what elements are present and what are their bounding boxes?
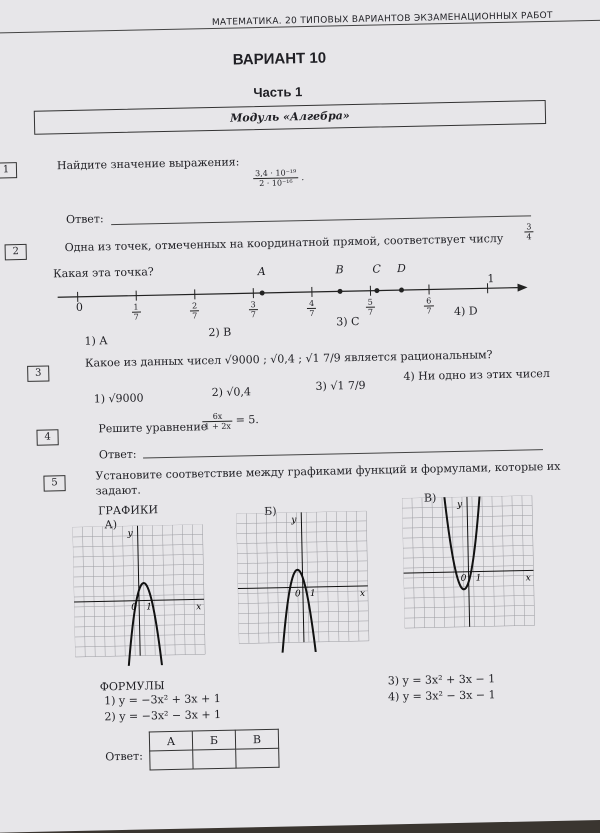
number-line-point	[374, 288, 379, 293]
number-line-point	[337, 289, 342, 294]
q4-fraction	[202, 412, 233, 432]
q2-option-2[interactable]: 2) B	[208, 326, 231, 339]
q5-answer-label: Ответ:	[105, 750, 143, 764]
q4-answer-field[interactable]	[143, 437, 543, 458]
grid-line	[256, 513, 259, 643]
grid-line	[306, 512, 309, 642]
graph-b	[236, 511, 379, 654]
graphs-title: ГРАФИКИ	[98, 503, 158, 517]
grid-line	[412, 498, 415, 628]
q1-answer-field[interactable]	[111, 203, 531, 225]
grid-line	[112, 526, 115, 656]
number-line-fraction-label: $\frac{5}{7}$	[366, 297, 376, 317]
module-title: Модуль «Алгебра»	[34, 100, 546, 135]
grid-line	[246, 513, 249, 643]
answer-header-c: В	[235, 729, 278, 749]
grid-line	[142, 526, 145, 656]
q2-option-3[interactable]: 3) C	[336, 315, 359, 328]
axis-one-label: 1	[310, 589, 316, 599]
grid-line	[432, 497, 435, 627]
question-5-text: Установите соответствие между графиками функций и формулами, которые их задают.	[95, 459, 566, 499]
question-4-number: 4	[36, 429, 58, 445]
axis-zero-label: 0	[131, 603, 137, 613]
grid-line	[82, 527, 85, 657]
axis-zero-label: 0	[295, 589, 301, 599]
grid-line	[172, 525, 175, 655]
number-line-point-label: D	[397, 262, 406, 275]
number-line-point	[260, 290, 265, 295]
number-line	[47, 263, 538, 333]
grid-line	[276, 513, 279, 643]
graph-a-label: А)	[104, 518, 117, 531]
q5-answer-table	[149, 729, 280, 771]
q4-denominator: 1 + 2x	[202, 422, 233, 432]
grid-line	[402, 498, 405, 628]
grid-line	[532, 495, 535, 625]
number-line-fraction-label: $\frac{4}{7}$	[307, 298, 317, 318]
formula-2: 2) y = −3x² − 3x + 1	[104, 708, 221, 723]
grid-line	[522, 496, 525, 626]
number-line-fraction-label: $\frac{1}{7}$	[131, 302, 141, 322]
axis-x-label: x	[196, 602, 201, 612]
number-line-arrow	[517, 283, 527, 291]
q4-numerator: 6x	[202, 412, 233, 423]
grid-line	[92, 527, 95, 657]
number-line-fraction-label: $\frac{6}{7}$	[424, 295, 434, 315]
q1-numerator: 3,4 · 10⁻¹⁹	[253, 168, 298, 179]
graph-a	[72, 524, 215, 667]
answer-header-b: Б	[192, 730, 235, 750]
grid-line	[316, 512, 319, 642]
question-3-text: Какое из данных чисел √9000 ; √0,4 ; √1 7/9 является рациональным?	[85, 348, 493, 370]
axis-zero-label: 0	[461, 574, 467, 584]
grid-line	[326, 512, 329, 642]
axis-y-label: y	[456, 500, 463, 510]
question-5-number: 5	[43, 475, 65, 491]
grid-line	[122, 526, 125, 656]
nl-one-label: 1	[487, 272, 494, 285]
grid-line	[236, 514, 239, 644]
grid-line	[182, 525, 185, 655]
grid-line	[512, 496, 515, 626]
number-line-point-label: A	[258, 265, 266, 278]
q4-tail: = 5.	[236, 413, 259, 426]
question-2-number: 2	[5, 244, 27, 260]
q3-option-4[interactable]: 4) Ни одно из этих чисел	[403, 367, 550, 383]
number-line-axis	[58, 288, 518, 298]
variant-title: ВАРИАНТ 10	[233, 50, 327, 69]
graph-c	[402, 495, 545, 638]
grid-line	[462, 497, 465, 627]
q3-option-2[interactable]: 2) √0,4	[212, 385, 252, 399]
answer-header-a: А	[149, 731, 192, 751]
axis-x-label: x	[360, 589, 365, 599]
formula-1: 1) y = −3x² + 3x + 1	[104, 692, 221, 707]
graph-b-label: Б)	[264, 505, 277, 518]
q2-option-1[interactable]: 1) A	[84, 334, 107, 347]
axis-y-label: y	[290, 515, 297, 525]
number-line-fraction-label: $\frac{3}{7}$	[248, 299, 258, 319]
number-line-point-label: B	[335, 263, 343, 276]
grid-line	[132, 526, 135, 656]
formula-4: 4) y = 3x² − 3x − 1	[388, 688, 496, 703]
number-line-point-label: C	[372, 262, 381, 275]
question-1-number: 1	[0, 162, 17, 178]
formulas-title: ФОРМУЛЫ	[100, 679, 165, 693]
grid-line	[152, 525, 155, 655]
grid-line	[366, 511, 369, 641]
answer-cell-a[interactable]	[150, 750, 193, 770]
q1-denominator: 2 · 10⁻¹⁶	[253, 178, 298, 188]
grid-line	[192, 524, 195, 654]
grid-line	[162, 525, 165, 655]
q3-option-3[interactable]: 3) √1 7/9	[315, 379, 365, 393]
part-title: Часть 1	[253, 84, 302, 100]
axis-x-label: x	[526, 573, 531, 583]
grid-line	[482, 496, 485, 626]
q2-frac-den: 4	[524, 232, 533, 241]
question-1-fraction	[253, 168, 299, 188]
axis-y-label: y	[127, 529, 134, 539]
page-header: МАТЕМАТИКА. 20 ТИПОВЫХ ВАРИАНТОВ ЭКЗАМЕНАЦИОННЫХ РАБОТ	[212, 11, 553, 28]
grid-line	[346, 511, 349, 641]
grid-line	[202, 524, 205, 654]
nl-zero-label: 0	[76, 301, 83, 314]
q2-option-4[interactable]: 4) D	[454, 304, 478, 317]
grid-line	[422, 498, 425, 628]
grid-line	[296, 512, 299, 642]
grid-line	[72, 527, 75, 657]
number-line-fraction-label: $\frac{2}{7}$	[190, 300, 200, 320]
q2-frac-num: 3	[524, 222, 533, 232]
q2-fraction	[524, 222, 533, 241]
answer-cell-c[interactable]	[236, 748, 279, 768]
axis-one-label: 1	[146, 602, 152, 612]
question-4-text: Решите уравнение	[98, 420, 207, 435]
question-2-prompt: Какая эта точка?	[53, 265, 154, 280]
axis-one-label: 1	[476, 573, 482, 583]
y-axis	[467, 497, 470, 627]
grid-line	[266, 513, 269, 643]
q4-answer-label: Ответ:	[99, 448, 137, 462]
grid-line	[102, 526, 105, 656]
question-1-text: Найдите значение выражения:	[57, 155, 240, 172]
grid-line	[492, 496, 495, 626]
grid-line	[356, 511, 359, 641]
graph-c-label: В)	[424, 491, 437, 504]
formula-3: 3) y = 3x² + 3x − 1	[388, 672, 496, 687]
grid-line	[336, 511, 339, 641]
grid-line	[502, 496, 505, 626]
grid-line	[286, 513, 289, 643]
question-2-text: Одна из точек, отмеченных на координатной прямой, соответствует числу	[64, 232, 503, 254]
number-line-point	[399, 288, 404, 293]
answer-cell-b[interactable]	[193, 749, 236, 769]
question-3-number: 3	[27, 365, 49, 381]
q1-tail: .	[301, 173, 304, 183]
q1-answer-label: Ответ:	[66, 212, 104, 226]
q3-option-1[interactable]: 1) √9000	[94, 391, 144, 405]
grid-line	[442, 497, 445, 627]
